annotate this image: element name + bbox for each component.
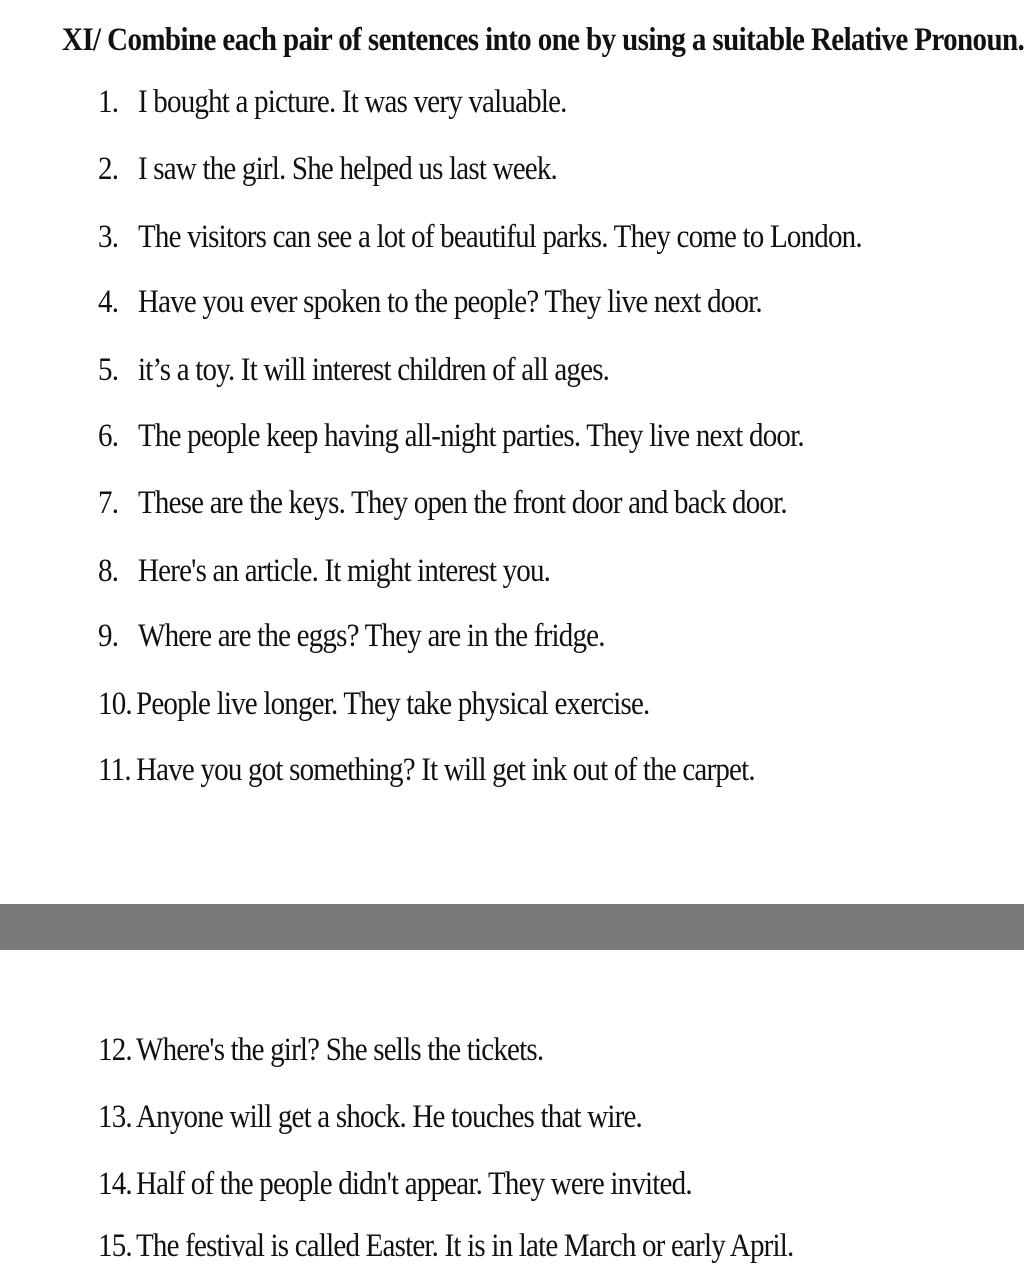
item-number: 13. — [98, 1099, 132, 1135]
item-text: Have you got something? It will get ink out of the carpet. — [136, 752, 755, 788]
item-number: 14. — [98, 1166, 132, 1202]
list-item — [98, 352, 998, 397]
item-text: Have you ever spoken to the people? They live next door. — [138, 284, 762, 320]
item-text: Half of the people didn't appear. They were invited. — [136, 1166, 692, 1202]
item-text: Where's the girl? She sells the tickets. — [136, 1032, 544, 1068]
item-text: Where are the eggs? They are in the fridge. — [138, 618, 605, 654]
item-number: 6. — [98, 418, 119, 454]
list-item — [98, 1166, 998, 1211]
item-number: 3. — [98, 219, 119, 255]
list-item — [98, 151, 998, 196]
item-number: 7. — [98, 485, 119, 521]
item-number: 2. — [98, 151, 119, 187]
list-item — [98, 1099, 998, 1144]
item-number: 10. — [98, 686, 132, 722]
list-item — [98, 686, 998, 731]
item-text: People live longer. They take physical exercise. — [136, 686, 650, 722]
list-item — [98, 1228, 998, 1273]
list-item — [98, 752, 998, 797]
list-item — [98, 84, 998, 129]
item-number: 15. — [98, 1228, 132, 1264]
item-text: I saw the girl. She helped us last week. — [138, 151, 558, 187]
list-item — [98, 485, 998, 530]
item-number: 8. — [98, 553, 119, 589]
page-divider — [0, 904, 1024, 950]
item-number: 9. — [98, 618, 119, 654]
list-item — [98, 418, 998, 463]
item-text: Anyone will get a shock. He touches that wire. — [136, 1099, 643, 1135]
item-text: The visitors can see a lot of beautiful parks. They come to London. — [138, 219, 862, 255]
list-item — [98, 553, 998, 598]
item-text: The festival is called Easter. It is in late March or early April. — [136, 1228, 794, 1264]
list-item — [98, 284, 998, 329]
item-number: 12. — [98, 1032, 132, 1068]
item-text: The people keep having all-night parties. They live next door. — [138, 418, 804, 454]
item-text: it’s a toy. It will interest children of all ages. — [138, 352, 610, 388]
item-text: I bought a picture. It was very valuable. — [138, 84, 567, 120]
list-item — [98, 1032, 998, 1077]
list-item — [98, 219, 998, 264]
item-number: 4. — [98, 284, 119, 320]
item-text: Here's an article. It might interest you. — [138, 553, 551, 589]
item-number: 11. — [98, 752, 131, 788]
list-item — [98, 618, 998, 663]
worksheet-title: XI/ Combine each pair of sentences into one by using a suitable Relative Pronoun. — [62, 22, 1024, 58]
item-number: 1. — [98, 84, 119, 120]
item-number: 5. — [98, 352, 119, 388]
item-text: These are the keys. They open the front door and back door. — [138, 485, 787, 521]
